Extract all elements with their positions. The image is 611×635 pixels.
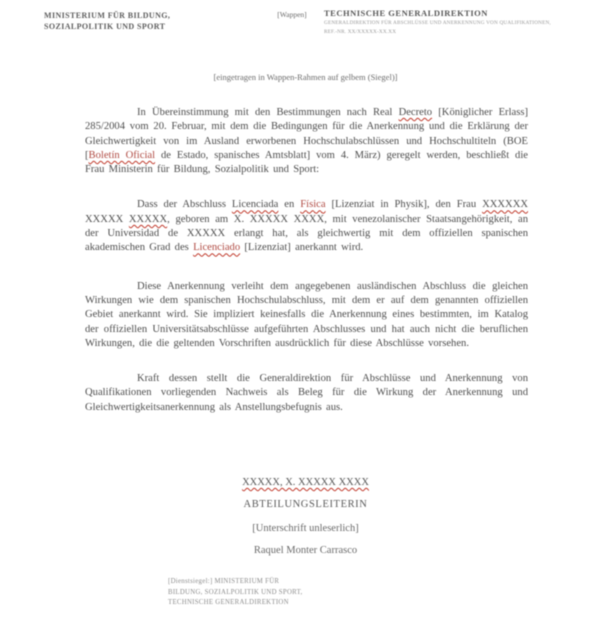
- directorate-title: TECHNISCHE GENERALDIREKTION: [324, 8, 488, 18]
- place-date-line: XXXXX, X. XXXXX XXXX: [242, 477, 369, 488]
- spellcheck-marked-word: Licenciada: [231, 199, 279, 211]
- ministry-line1: MINISTERIUM FÜR BILDUNG,: [44, 11, 171, 20]
- signer-role: ABTEILUNGSLEITERIN: [243, 499, 368, 510]
- spellcheck-marked-word: Licenciado: [193, 242, 241, 254]
- spellcheck-marked-word: Decreto: [398, 107, 433, 118]
- text-segment: [Königlicher Erlass] 285/2004 vom 20. Februar, mit dem die Bedingungen für die Anerkennung und die Erklärung der Gleichwertigkeit von im Ausland erworbenen Hochschulabschlüssen und Hochschultiteln (BOE [: [85, 107, 528, 161]
- ministry-line2: SOZIALPOLITIK UND SPORT: [44, 22, 166, 31]
- seal-line1: [Dienstsiegel:] MINISTERIUM FÜR: [168, 578, 280, 585]
- anonymized-name-part: XXXXX: [85, 213, 129, 225]
- seal-line3: TECHNISCHE GENERALDIREKTION: [168, 599, 289, 606]
- paragraph-3: [85, 280, 528, 351]
- text-segment: Diese Anerkennung verleiht dem angegebenen ausländischen Abschluss die gleichen Wirkungen wie dem spanischen Hochschulabschluss, mit dem er auf dem genannten offiziellen Gebiet anerkannt wird. Sie impliziert keinesfalls die Anerkennung eines bestimmten, im Katalog der offiziellen Universitätsabschlüsse aufgeführten Abschlusses und hat auch nicht die beruflichen Wirkungen, die die geltenden Vorschriften ausdrücklich für diese Abschlüsse vorsehen.: [85, 280, 528, 349]
- signer-name: Raquel Monter Carrasco: [253, 545, 358, 556]
- text-segment: de Estado, spanisches Amtsblatt] vom 4. März) geregelt werden, beschließt die Frau Ministerin für Bildung, Sozialpolitik und Sport:: [85, 149, 528, 176]
- signature-illegible-note: [Unterschrift unleserlich]: [252, 523, 359, 534]
- header-ministry-block: [44, 10, 254, 32]
- document-body: [85, 106, 528, 466]
- header-directorate-block: [324, 8, 574, 35]
- paragraph-2: [85, 198, 528, 255]
- text-segment: Dass der Abschluss: [137, 199, 232, 211]
- seal-transcription: [168, 577, 428, 609]
- spellcheck-marked-word: Física: [300, 199, 326, 211]
- seal-line2: BILDUNG, SOZIALPOLITIK UND SPORT,: [168, 588, 303, 596]
- paragraph-1: [85, 106, 528, 177]
- text-segment: In Übereinstimmung mit den Bestimmungen nach Real: [137, 107, 399, 118]
- anonymized-name-part: XXXXX: [128, 213, 168, 225]
- text-segment: en: [278, 199, 301, 211]
- text-segment: [Lizenziat] anerkannt wird.: [240, 242, 364, 254]
- text-segment: , geboren am X. XXXXX XXXX, mit venezolanischer Staatsangehörigkeit, an der Universidad de XXXXX erlangt hat, als gleichwertig mit dem offiziellen spanischen akademischen Grad des: [85, 213, 528, 254]
- stamp-note: [eingetragen in Wappen-Rahmen auf gelbem (Siegel)]: [213, 72, 398, 82]
- spellcheck-marked-word: Boletín Oficial: [88, 149, 156, 161]
- directorate-subline1: GENERALDIREKTION FÜR ABSCHLÜSSE UND ANERKENNUNG VON QUALIFIKATIONEN,: [324, 20, 551, 26]
- coat-of-arms-placeholder: [Wappen]: [277, 10, 307, 19]
- directorate-subline2: REF.-NR. XX/XXXXX-XX.XX: [324, 28, 397, 35]
- signature-block: [0, 477, 611, 556]
- text-segment: Kraft dessen stellt die Generaldirektion für Abschlüsse und Anerkennung von Qualifikationen vorliegenden Nachweis als Beleg für die Wirkung der Anerkennung und Gleichwertigkeitsanerkennung als Anstellungsbefugnis aus.: [85, 373, 528, 413]
- text-segment: [Lizenziat in Physik], den Frau: [325, 199, 483, 211]
- paragraph-4: [85, 372, 528, 415]
- anonymized-name-part: XXXXXX: [482, 199, 528, 211]
